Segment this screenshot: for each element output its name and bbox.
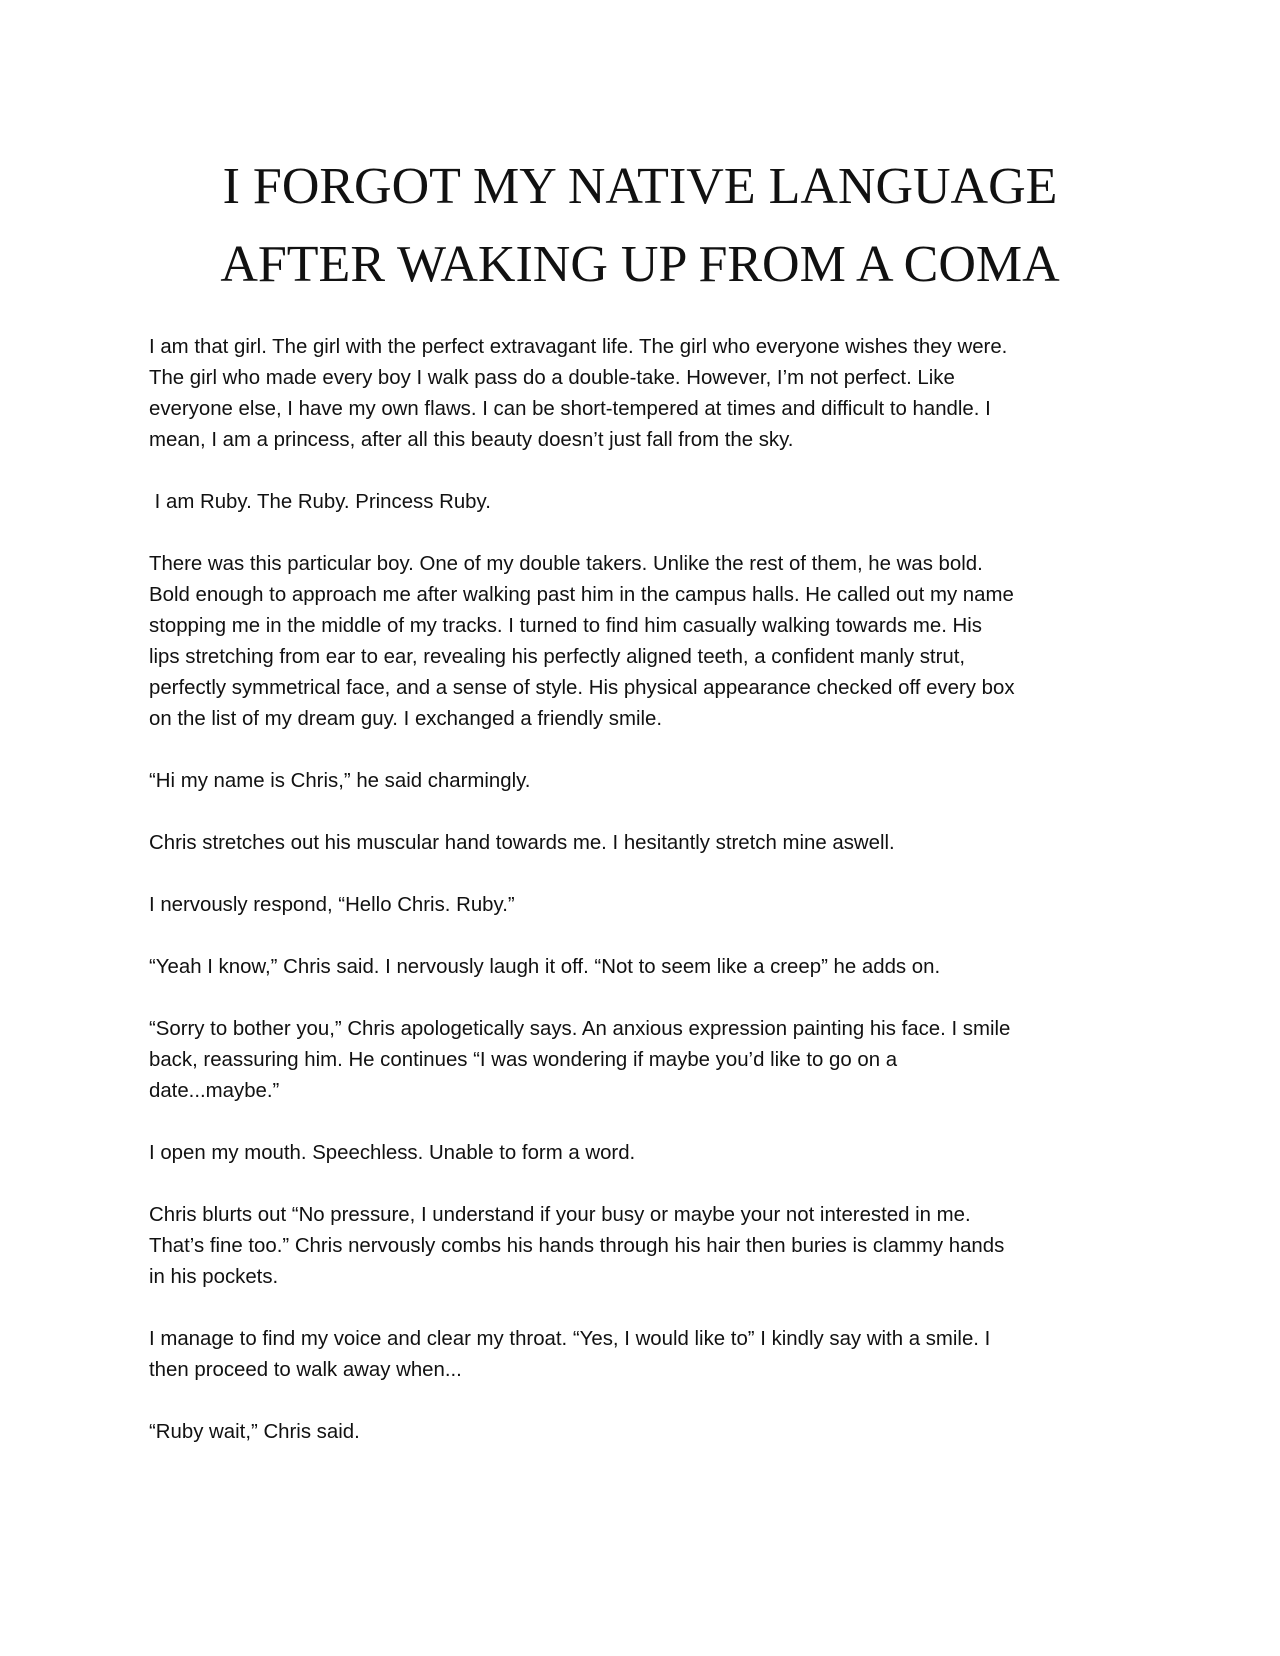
paragraph [149,487,1129,518]
text-line: lips stretching from ear to ear, revealing his perfectly aligned teeth, a confident manly strut, [149,646,966,668]
text-line: I manage to find my voice and clear my throat. “Yes, I would like to” I kindly say with a smile. I [149,1328,991,1350]
text-line: I am that girl. The girl with the perfect extravagant life. The girl who everyone wishes they were. [149,336,1008,358]
paragraph [149,549,1129,735]
text-line: mean, I am a princess, after all this beauty doesn’t just fall from the sky. [149,429,794,451]
text-line: I open my mouth. Speechless. Unable to form a word. [149,1142,636,1164]
paragraph [149,1200,1129,1293]
title-line: AFTER WAKING UP FROM A COMA [220,236,1060,293]
paragraph [149,766,1129,797]
text-line: in his pockets. [149,1266,279,1288]
text-line: “Hi my name is Chris,” he said charmingly. [149,770,531,792]
text-line: “Yeah I know,” Chris said. I nervously laugh it off. “Not to seem like a creep” he adds on. [149,956,941,978]
paragraph [149,1138,1129,1169]
paragraph [149,1417,1129,1448]
text-line: Bold enough to approach me after walking past him in the campus halls. He called out my name [149,584,1014,606]
paragraph [149,952,1129,983]
paragraph [149,1014,1129,1107]
paragraph [149,828,1129,859]
text-line: “Ruby wait,” Chris said. [149,1421,360,1443]
text-line: date...maybe.” [149,1080,280,1102]
text-line: There was this particular boy. One of my double takers. Unlike the rest of them, he was bold. [149,553,983,575]
title-line: I FORGOT MY NATIVE LANGUAGE [222,158,1058,215]
text-line: stopping me in the middle of my tracks. I turned to find him casually walking towards me. His [149,615,982,637]
text-line: Chris stretches out his muscular hand towards me. I hesitantly stretch mine aswell. [149,832,895,854]
page-title [0,148,1280,304]
text-line: then proceed to walk away when... [149,1359,462,1381]
text-line: I nervously respond, “Hello Chris. Ruby.” [149,894,515,916]
text-line: “Sorry to bother you,” Chris apologetically says. An anxious expression painting his face. I smile [149,1018,1011,1040]
text-line: Chris blurts out “No pressure, I understand if your busy or maybe your not interested in me. [149,1204,971,1226]
paragraph [149,1324,1129,1386]
text-line: back, reassuring him. He continues “I was wondering if maybe you’d like to go on a [149,1049,898,1071]
text-line: That’s fine too.” Chris nervously combs his hands through his hair then buries is clammy hands [149,1235,1005,1257]
story-body [149,332,1129,1479]
text-line: The girl who made every boy I walk pass do a double-take. However, I’m not perfect. Like [149,367,955,389]
paragraph [149,332,1129,456]
paragraph [149,890,1129,921]
text-line: perfectly symmetrical face, and a sense of style. His physical appearance checked off every box [149,677,1015,699]
text-line: I am Ruby. The Ruby. Princess Ruby. [149,491,491,513]
text-line: everyone else, I have my own flaws. I can be short-tempered at times and difficult to handle. I [149,398,991,420]
text-line: on the list of my dream guy. I exchanged a friendly smile. [149,708,663,730]
